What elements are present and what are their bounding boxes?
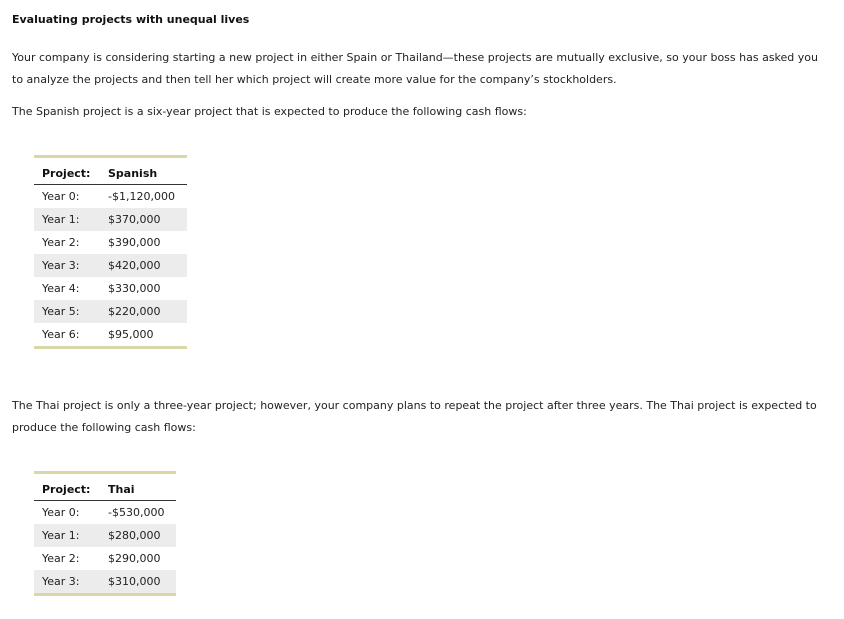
cash-flow-value: $290,000 (108, 552, 161, 565)
table-row (34, 277, 187, 300)
cash-flow-value: $95,000 (108, 328, 154, 341)
thai-cash-flow-table (34, 471, 176, 596)
thai-description: The Thai project is only a three-year project; however, your company plans to repeat the project after three years. The Thai project is expected to produce the following cash flows: (12, 399, 817, 434)
header-project-name: Thai (100, 473, 176, 501)
cash-flow-value: $280,000 (100, 524, 176, 547)
spanish-cash-flow-table (34, 155, 187, 349)
table-row (34, 254, 187, 277)
table-row (34, 208, 187, 231)
table-row (34, 501, 176, 525)
cash-flow-value: $330,000 (108, 282, 161, 295)
spanish-description: The Spanish project is a six-year project that is expected to produce the following cash flows: (12, 105, 527, 118)
year-label: Year 4: (42, 282, 80, 295)
year-label: Year 3: (34, 570, 100, 595)
table-row (34, 185, 187, 209)
table-header-row (34, 157, 187, 185)
table-row (34, 524, 176, 547)
header-project-label: Project: (34, 473, 100, 501)
year-label: Year 2: (42, 236, 80, 249)
year-label: Year 1: (34, 524, 100, 547)
cash-flow-value: $420,000 (100, 254, 187, 277)
year-label: Year 5: (34, 300, 100, 323)
cash-flow-value: -$530,000 (108, 506, 165, 519)
table-row (34, 231, 187, 254)
table-header-row (34, 473, 176, 501)
year-label: Year 3: (34, 254, 100, 277)
year-label: Year 2: (42, 552, 80, 565)
page-title: Evaluating projects with unequal lives (12, 13, 250, 26)
cash-flow-value: $220,000 (100, 300, 187, 323)
cash-flow-value: $370,000 (100, 208, 187, 231)
cash-flow-value: -$1,120,000 (108, 190, 175, 203)
year-label: Year 1: (34, 208, 100, 231)
intro-paragraph: Your company is considering starting a new project in either Spain or Thailand—these projects are mutually exclusive, so your boss has asked you to analyze the projects and then tell her which project will create more value for the company’s stockholders. (12, 51, 818, 86)
year-label: Year 0: (42, 190, 80, 203)
table-row (34, 547, 176, 570)
table-row (34, 570, 176, 595)
header-project-label: Project: (34, 157, 100, 185)
cash-flow-value: $390,000 (108, 236, 161, 249)
year-label: Year 0: (42, 506, 80, 519)
header-project-name: Spanish (100, 157, 187, 185)
table-row (34, 300, 187, 323)
cash-flow-value: $310,000 (100, 570, 176, 595)
table-row (34, 323, 187, 348)
year-label: Year 6: (42, 328, 80, 341)
